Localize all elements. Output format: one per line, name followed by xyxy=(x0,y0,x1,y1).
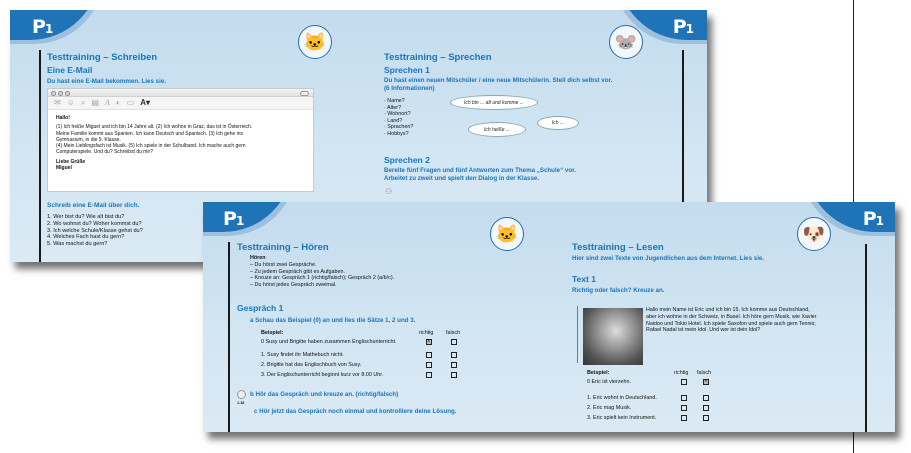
checkbox-richtig[interactable] xyxy=(681,415,687,421)
instruction-email: Du hast eine E-Mail bekommen. Lies sie. xyxy=(47,78,166,85)
checkbox-falsch[interactable] xyxy=(703,379,709,385)
close-dot-icon xyxy=(51,91,56,96)
email-line: (4) Mein Lieblingsfach ist Musik. (5) Ich spiele in der Schulband. Ich mache auch gern xyxy=(56,143,246,150)
toolbar-toggle-icon xyxy=(300,91,309,96)
question-item: 2. Wo wohnst du? Woher kommst du? xyxy=(47,220,142,227)
tab-label-left: P1 xyxy=(223,208,244,230)
col-header-richtig: richtig xyxy=(419,330,434,336)
speech-bubble: Ich heiße ... xyxy=(468,122,526,137)
chat-icon: ☺ xyxy=(66,98,75,107)
statement-row: 0 Eric ist vierzehn. xyxy=(587,379,632,385)
text-line: Naidoo und Tokio Hotel. Ich spiele Saxofon und spiele auch gern Tennis; xyxy=(646,320,816,327)
statement-row: 3. Der Englischunterricht beginnt kurz vor 8.00 Uhr. xyxy=(261,372,384,378)
speech-bubble: Ich ... xyxy=(537,116,579,130)
checkbox-falsch[interactable] xyxy=(703,415,709,421)
checkbox-richtig[interactable] xyxy=(426,362,432,368)
col-header-falsch: falsch xyxy=(446,330,461,336)
email-body xyxy=(48,110,313,179)
email-closing: Liebe Grüße xyxy=(56,158,86,165)
statement-row: 1. Susy findet ihr Mathebuch nicht. xyxy=(261,352,344,358)
instruction-line: Du hast einen neuen Mitschüler / eine neue Mitschülerin. Stell dich selbst vor. xyxy=(384,77,613,84)
statement-row: 2. Eric mag Musik. xyxy=(587,405,632,411)
intro-item: – Kreuze an: Gespräch 1 (richtig/falsch); Gespräch 2 (a/b/c). xyxy=(250,275,395,282)
reading-text xyxy=(646,307,816,334)
email-titlebar xyxy=(48,89,313,97)
prompt-list xyxy=(384,98,413,137)
margin-line-left xyxy=(228,242,230,432)
task-lesen: Richtig oder falsch? Kreuze an. xyxy=(572,287,665,294)
intro-list xyxy=(250,262,394,288)
checkbox-falsch[interactable] xyxy=(451,362,457,368)
dog-mascot-icon: 🐶 xyxy=(797,217,831,251)
example-label: Beispiel: xyxy=(261,330,284,336)
bottom-spread-card xyxy=(203,202,895,432)
instruction-sprechen-2 xyxy=(384,167,576,183)
photo-icon: ▭ xyxy=(126,98,135,107)
instruction-line: Arbeitet zu zweit und spielt den Dialog in der Klasse. xyxy=(384,175,540,182)
question-list xyxy=(47,214,143,248)
task-title-write-email: Schreib eine E-Mail über dich. xyxy=(47,202,140,209)
intro-heading: Hören xyxy=(250,255,266,261)
cat-mascot-icon: 🐱 xyxy=(298,25,332,59)
email-signature: Miguel xyxy=(56,165,72,172)
checkbox-richtig[interactable] xyxy=(426,372,432,378)
prompt-item: · Name? xyxy=(384,98,405,104)
intro-item: – Zu jedem Gespräch gibt es Aufgaben. xyxy=(250,268,345,275)
instruction-lesen: Hier sind zwei Texte von Jugendlichen aus dem Internet. Lies sie. xyxy=(572,255,765,262)
text-size-icon: A▾ xyxy=(140,98,151,107)
question-item: 5. Was machst du gern? xyxy=(47,241,108,248)
instruction-sprechen-1 xyxy=(384,77,612,93)
checkbox-richtig[interactable] xyxy=(681,379,687,385)
tab-marker-left xyxy=(203,202,293,232)
instruction-line: (6 Informationen) xyxy=(384,85,435,92)
speech-bubble: Ich bin ... alt und komme ... xyxy=(450,95,538,110)
example-label: Beispiel: xyxy=(587,370,610,376)
email-line: Computerspiele. Und du? Schreibst du mir? xyxy=(56,149,153,156)
email-line: (1) Ich heiße Miguel und ich bin 14 Jahre alt. (2) Ich wohne in Graz, das ist in Österreich. xyxy=(56,124,253,131)
email-line: Meine Familie kommt aus Spanien. Ich kann Deutsch und Spanisch. (3) Ich gehe ins xyxy=(56,130,244,137)
statement-row: 0 Susy und Brigitte haben zusammen Englischunterricht. xyxy=(261,339,397,345)
tab-label-left: P1 xyxy=(32,16,53,38)
checkbox-richtig[interactable] xyxy=(681,405,687,411)
address-book-icon: ▤ xyxy=(91,98,99,107)
margin-line-right xyxy=(865,244,867,432)
statement-row: 1. Eric wohnt in Deutschland. xyxy=(587,395,657,401)
subtitle-sprechen-2: Sprechen 2 xyxy=(384,155,430,165)
task-c: c Hör jetzt das Gespräch noch einmal und kontrolliere deine Lösung. xyxy=(254,408,457,415)
intro-item: – Du hörst jedes Gespräch zweimal. xyxy=(250,281,337,288)
prompt-item: · Wohnort? xyxy=(384,111,411,117)
subtitle-email: Eine E-Mail xyxy=(47,65,93,75)
col-header-falsch: falsch xyxy=(697,370,712,376)
checkbox-falsch[interactable] xyxy=(451,352,457,358)
email-line: Gymnasium, in die 9. Klasse. xyxy=(56,136,121,143)
subtitle-gespraech-1: Gespräch 1 xyxy=(237,303,284,313)
subtitle-text-1: Text 1 xyxy=(572,274,596,284)
email-greeting: Hallo! xyxy=(56,115,70,121)
section-title-sprechen: Testtraining – Sprechen xyxy=(384,52,492,63)
subtitle-sprechen-1: Sprechen 1 xyxy=(384,65,430,75)
attach-icon: ⌕ xyxy=(80,98,86,107)
text-line: aber ich wohne in der Schweiz, in Basel. Ich höre gern Musik, wie Xavier xyxy=(646,313,817,320)
task-a: a Schau das Beispiel (0) an und lies die Sätze 1, 2 und 3. xyxy=(250,317,416,324)
prompt-item: · Alter? xyxy=(384,104,402,111)
font-icon: A xyxy=(104,98,110,107)
tab-marker-left xyxy=(10,10,100,40)
instruction-line: Bereite fünf Fragen und fünf Antworten zum Thema „Schule“ vor. xyxy=(384,167,576,174)
task-b: b Hör das Gespräch und kreuze an. (richtig/falsch) xyxy=(250,391,399,398)
cat-mouse-mascot-icon: 🐭 xyxy=(609,25,643,59)
color-icon: ◐ xyxy=(115,98,121,107)
photo-eric xyxy=(583,308,643,365)
question-item: 1. Wer bist du? Wie alt bist du? xyxy=(47,214,125,220)
checkbox-falsch[interactable] xyxy=(703,395,709,401)
cat-mascot-icon: 🐱 xyxy=(490,217,524,251)
email-toolbar xyxy=(48,97,313,110)
track-number: 1.18 xyxy=(237,401,245,405)
checkbox-richtig[interactable] xyxy=(681,395,687,401)
col-header-richtig: richtig xyxy=(674,370,689,376)
zoom-dot-icon xyxy=(65,91,70,96)
margin-line-left xyxy=(39,50,41,262)
section-title-hoeren: Testtraining – Hören xyxy=(237,242,329,253)
minimize-dot-icon xyxy=(58,91,63,96)
question-item: 3. Ich welche Schule/Klasse gehst du? xyxy=(47,227,143,234)
checkbox-richtig[interactable] xyxy=(426,339,432,345)
checkbox-falsch[interactable] xyxy=(451,372,457,378)
section-title-schreiben: Testtraining – Schreiben xyxy=(47,52,158,63)
checkbox-falsch[interactable] xyxy=(451,339,457,345)
checkbox-falsch[interactable] xyxy=(703,405,709,411)
prompt-item: · Sprachen? xyxy=(384,124,414,130)
text-line: Rafael Nadal ist mein Idol. Und wer ist dein Idol? xyxy=(646,327,761,334)
pair-work-icon: ⚇ xyxy=(385,187,393,196)
audio-cd-icon xyxy=(237,390,246,399)
prompt-item: · Land? xyxy=(384,117,403,124)
tab-label-right: P1 xyxy=(862,208,883,230)
prompt-item: · Hobbys? xyxy=(384,130,409,137)
statement-row: 2. Brigitte hat das Englischbuch von Susy. xyxy=(261,362,362,368)
checkbox-richtig[interactable] xyxy=(426,352,432,358)
section-title-lesen: Testtraining – Lesen xyxy=(572,242,664,253)
statement-row: 3. Eric spielt kein Instrument. xyxy=(587,415,657,421)
send-icon: ✉ xyxy=(54,98,61,107)
intro-item: – Du hörst zwei Gespräche. xyxy=(250,262,317,268)
question-item: 4. Welches Fach hast du gern? xyxy=(47,234,125,241)
email-window xyxy=(47,88,314,192)
quote-bar xyxy=(577,306,578,363)
tab-label-right: P1 xyxy=(672,16,693,38)
text-line: Hallo mein Name ist Eric und ich bin 15. Ich komme aus Deutschland, xyxy=(646,307,810,313)
